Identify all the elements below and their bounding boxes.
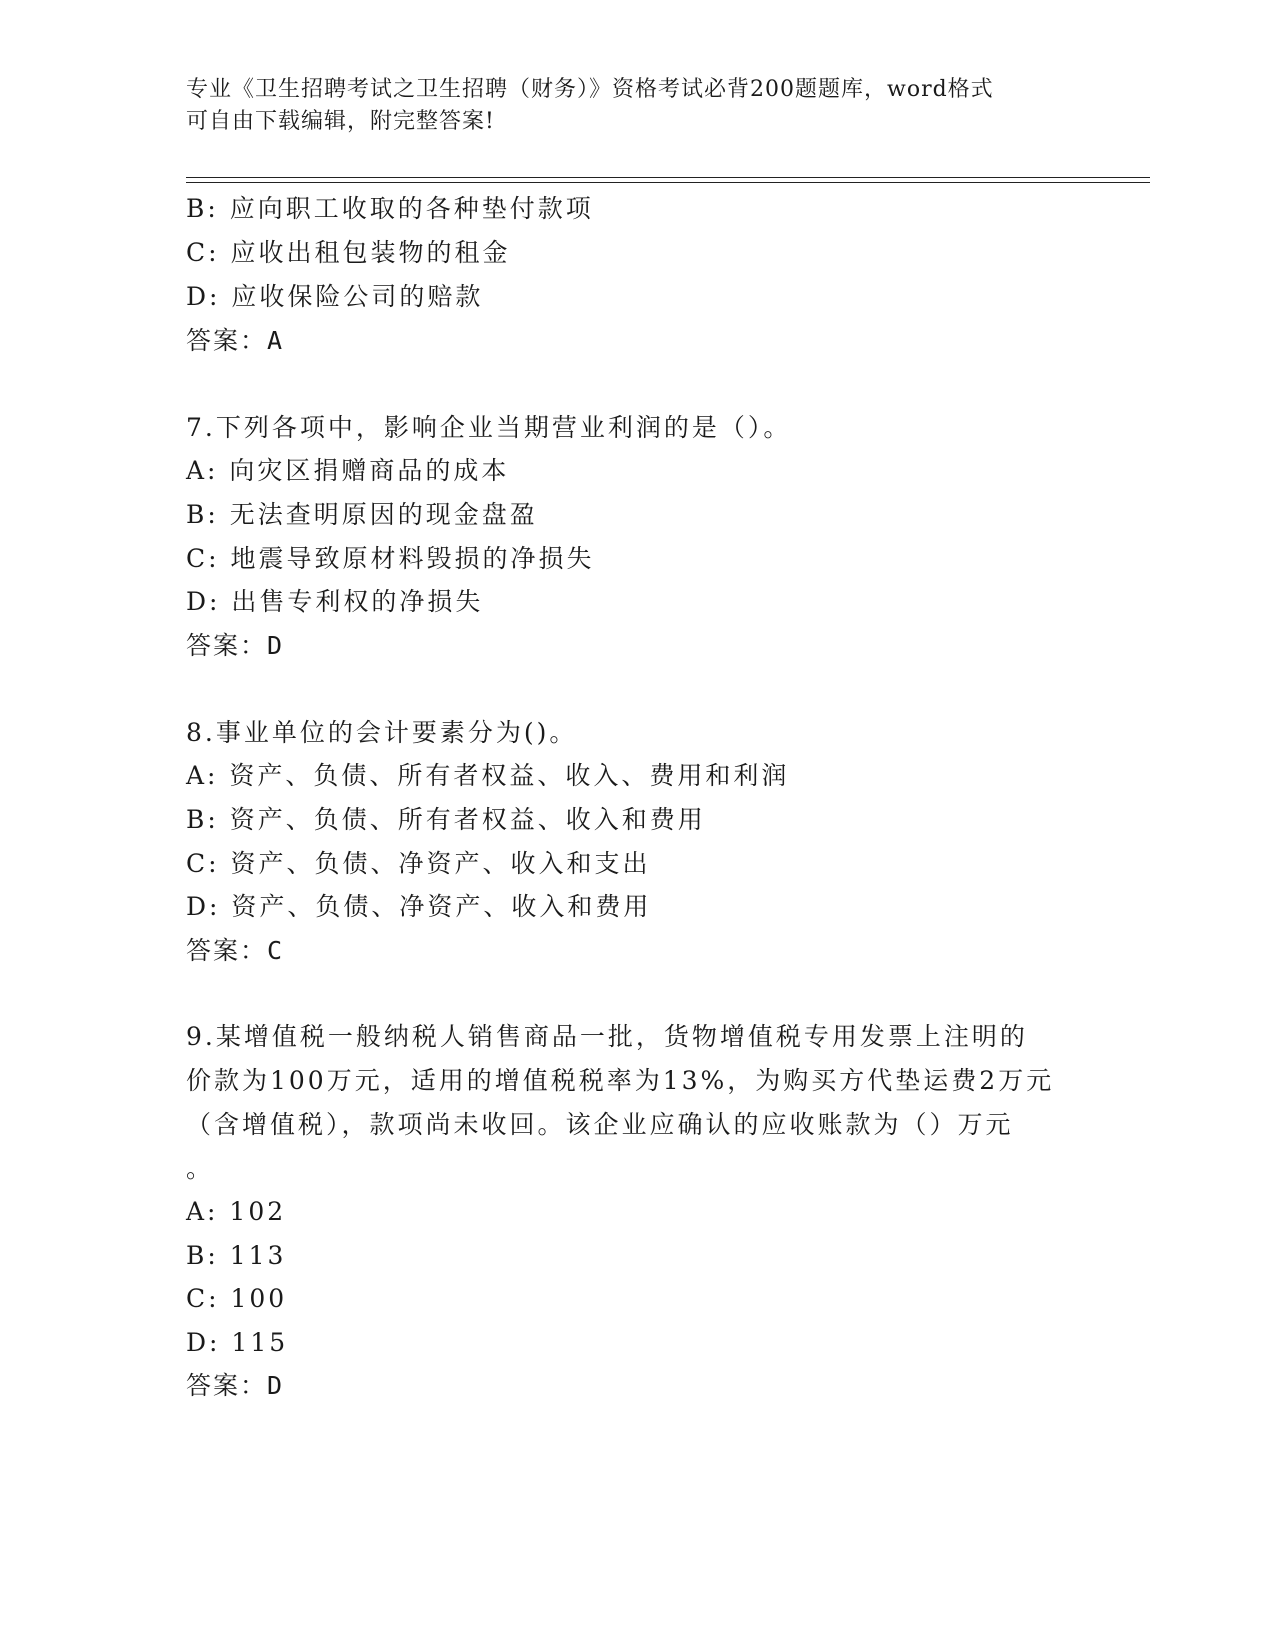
q8-option-c: C: 资产、负债、净资产、收入和支出 [186, 849, 651, 878]
q7-option-b: B: 无法查明原因的现金盘盈 [186, 500, 538, 529]
q9-option-d: D: 115 [186, 1328, 289, 1357]
q8-stem: 8.事业单位的会计要素分为()。 [186, 718, 578, 747]
q9-stem-line-4: 。 [186, 1154, 215, 1183]
q9-option-a: A: 102 [186, 1197, 287, 1226]
q8-option-b: B: 资产、负债、所有者权益、收入和费用 [186, 805, 706, 834]
header-line-2: 可自由下载编辑，附完整答案! [186, 109, 495, 134]
q9-option-c: C: 100 [186, 1284, 288, 1313]
q6-option-b: B: 应向职工收取的各种垫付款项 [186, 194, 594, 223]
q7-answer: 答案：D [186, 631, 285, 660]
q6-answer: 答案：A [186, 326, 285, 355]
header-rule-bottom [186, 182, 1150, 183]
q9-stem-line-3: （含增值税），款项尚未收回。该企业应确认的应收账款为（）万元 [186, 1110, 1014, 1139]
q9-answer: 答案：D [186, 1371, 285, 1400]
header-rule-top [186, 177, 1150, 178]
q7-option-d: D: 出售专利权的净损失 [186, 587, 484, 616]
document-header [186, 74, 1066, 138]
q8-answer: 答案：C [186, 936, 285, 965]
q7-option-a: A: 向灾区捐赠商品的成本 [186, 456, 510, 485]
q8-option-a: A: 资产、负债、所有者权益、收入、费用和利润 [186, 761, 790, 790]
q7-stem: 7.下列各项中，影响企业当期营业利润的是（）。 [186, 413, 792, 442]
q9-stem-line-2: 价款为100万元，适用的增值税税率为13%，为购买方代垫运费2万元 [186, 1066, 1055, 1095]
header-line-1: 专业《卫生招聘考试之卫生招聘（财务）》资格考试必背200题题库，word格式 [186, 77, 994, 102]
q9-option-b: B: 113 [186, 1241, 287, 1270]
q9-stem-line-1: 9.某增值税一般纳税人销售商品一批，货物增值税专用发票上注明的 [186, 1022, 1028, 1051]
q6-option-d: D: 应收保险公司的赔款 [186, 282, 484, 311]
q7-option-c: C: 地震导致原材料毁损的净损失 [186, 544, 595, 573]
q6-option-c: C: 应收出租包装物的租金 [186, 238, 511, 267]
q8-option-d: D: 资产、负债、净资产、收入和费用 [186, 892, 652, 921]
